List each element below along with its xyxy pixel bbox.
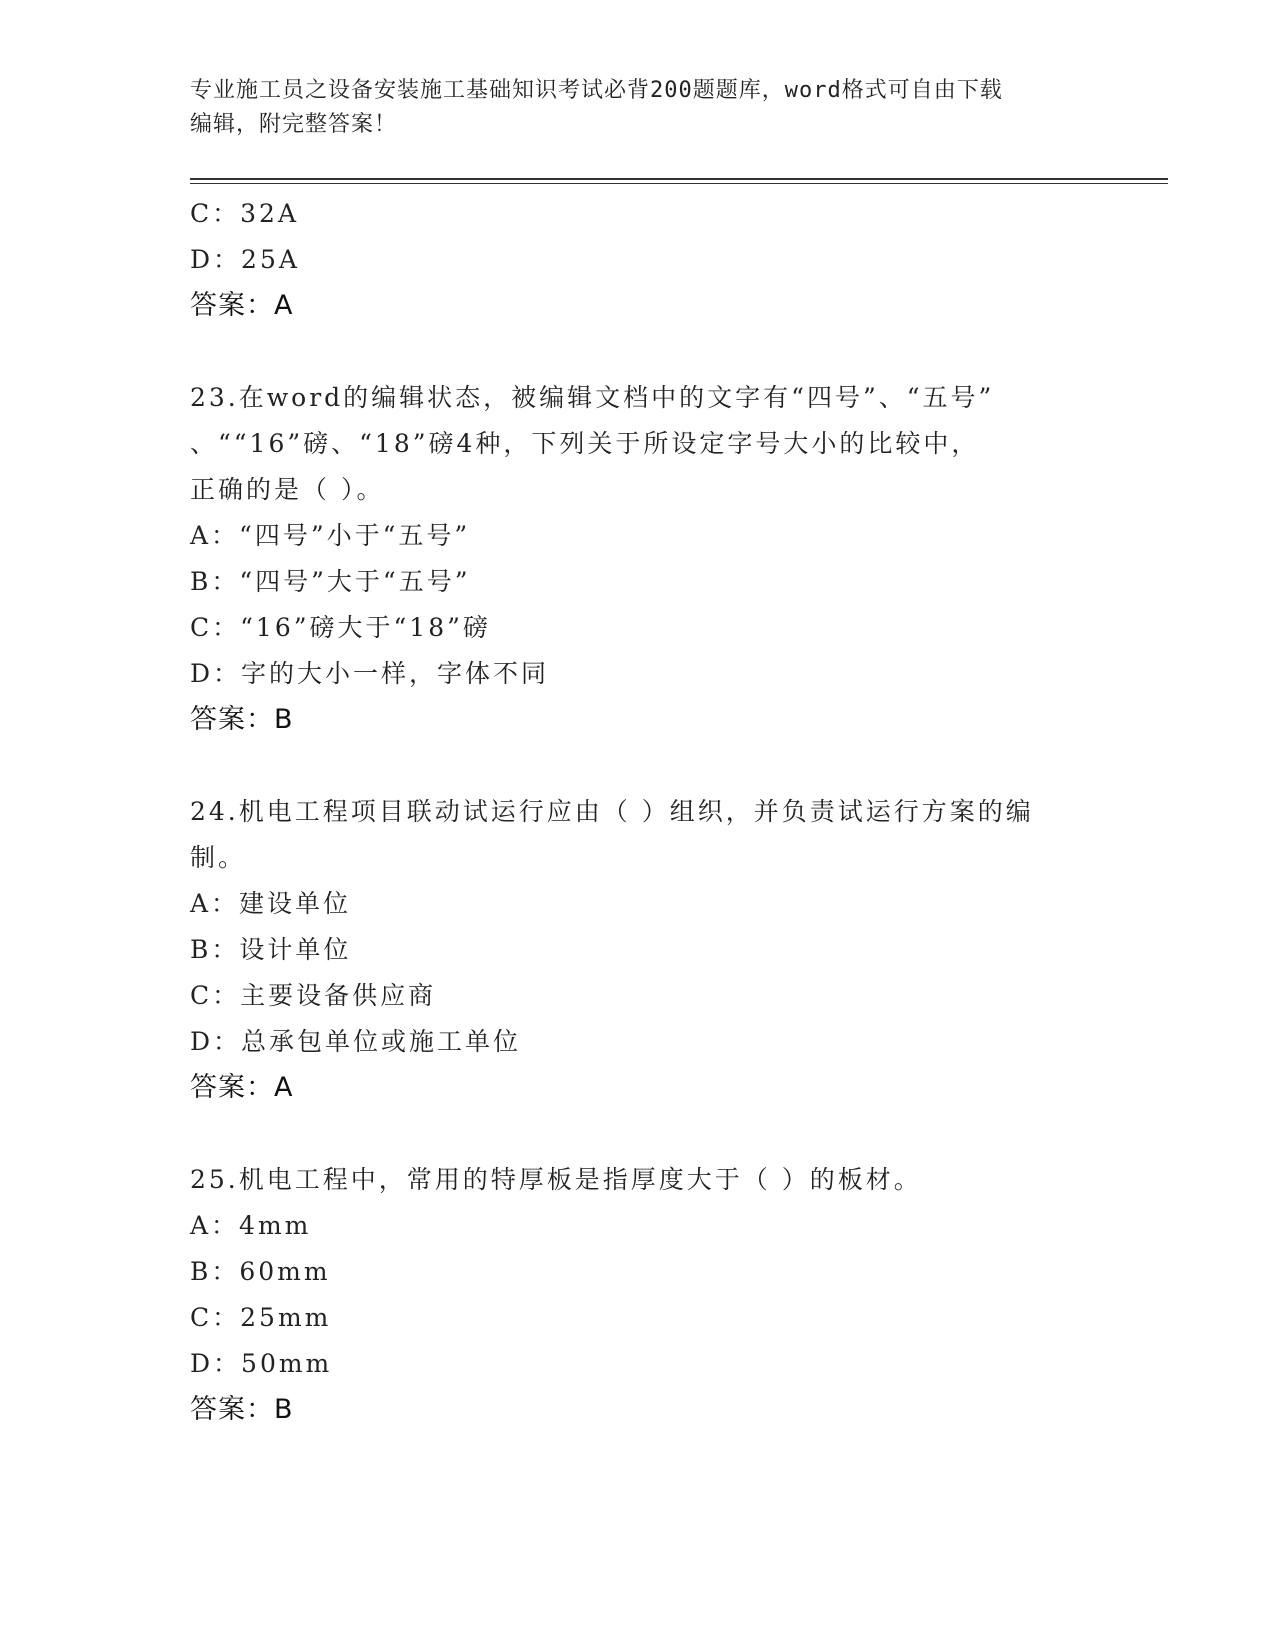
question-list [190, 191, 1090, 1433]
question-22-tail [190, 191, 1090, 329]
header-title-line-2: 编辑，附完整答案！ [190, 112, 398, 137]
question-text-line: 制。 [190, 843, 247, 872]
question-text-line: 、““16”磅、“18”磅4种，下列关于所设定字号大小的比较中， [190, 429, 980, 458]
header-title-line-1: 专业施工员之设备安装施工基础知识考试必背200题题库，word格式可自由下载 [190, 78, 1003, 103]
answer-line: 答案：B [190, 1394, 294, 1425]
option-a: A：建设单位 [190, 889, 352, 918]
question-text-line: 正确的是（ ）。 [190, 475, 385, 504]
option-d: D：25A [190, 245, 300, 274]
question-23 [190, 375, 1090, 743]
header-divider-thin [190, 183, 1168, 184]
option-c: C：32A [190, 199, 299, 228]
answer-line: 答案：A [190, 1072, 294, 1103]
question-spacer [190, 1111, 1090, 1157]
option-d: D：字的大小一样，字体不同 [190, 659, 550, 688]
option-b: B：“四号”大于“五号” [190, 567, 471, 596]
option-c: C：25mm [190, 1303, 332, 1332]
option-d: D：50mm [190, 1349, 333, 1378]
question-24 [190, 789, 1090, 1111]
question-spacer [190, 329, 1090, 375]
answer-line: 答案：B [190, 704, 294, 735]
document-header [190, 74, 1090, 142]
header-divider-thick [190, 178, 1168, 180]
option-c: C：“16”磅大于“18”磅 [190, 613, 491, 642]
option-b: B：60mm [190, 1257, 331, 1286]
answer-line: 答案：A [190, 290, 294, 321]
option-a: A：4mm [190, 1211, 312, 1240]
question-spacer [190, 743, 1090, 789]
option-c: C：主要设备供应商 [190, 981, 437, 1010]
option-b: B：设计单位 [190, 935, 352, 964]
question-25 [190, 1157, 1090, 1433]
question-text-line: 25.机电工程中，常用的特厚板是指厚度大于（ ）的板材。 [190, 1165, 922, 1194]
question-text-line: 24.机电工程项目联动试运行应由（ ）组织，并负责试运行方案的编 [190, 797, 1034, 826]
question-text-line: 23.在word的编辑状态，被编辑文档中的文字有“四号”、“五号” [190, 383, 995, 412]
option-d: D：总承包单位或施工单位 [190, 1027, 522, 1056]
option-a: A：“四号”小于“五号” [190, 521, 471, 550]
